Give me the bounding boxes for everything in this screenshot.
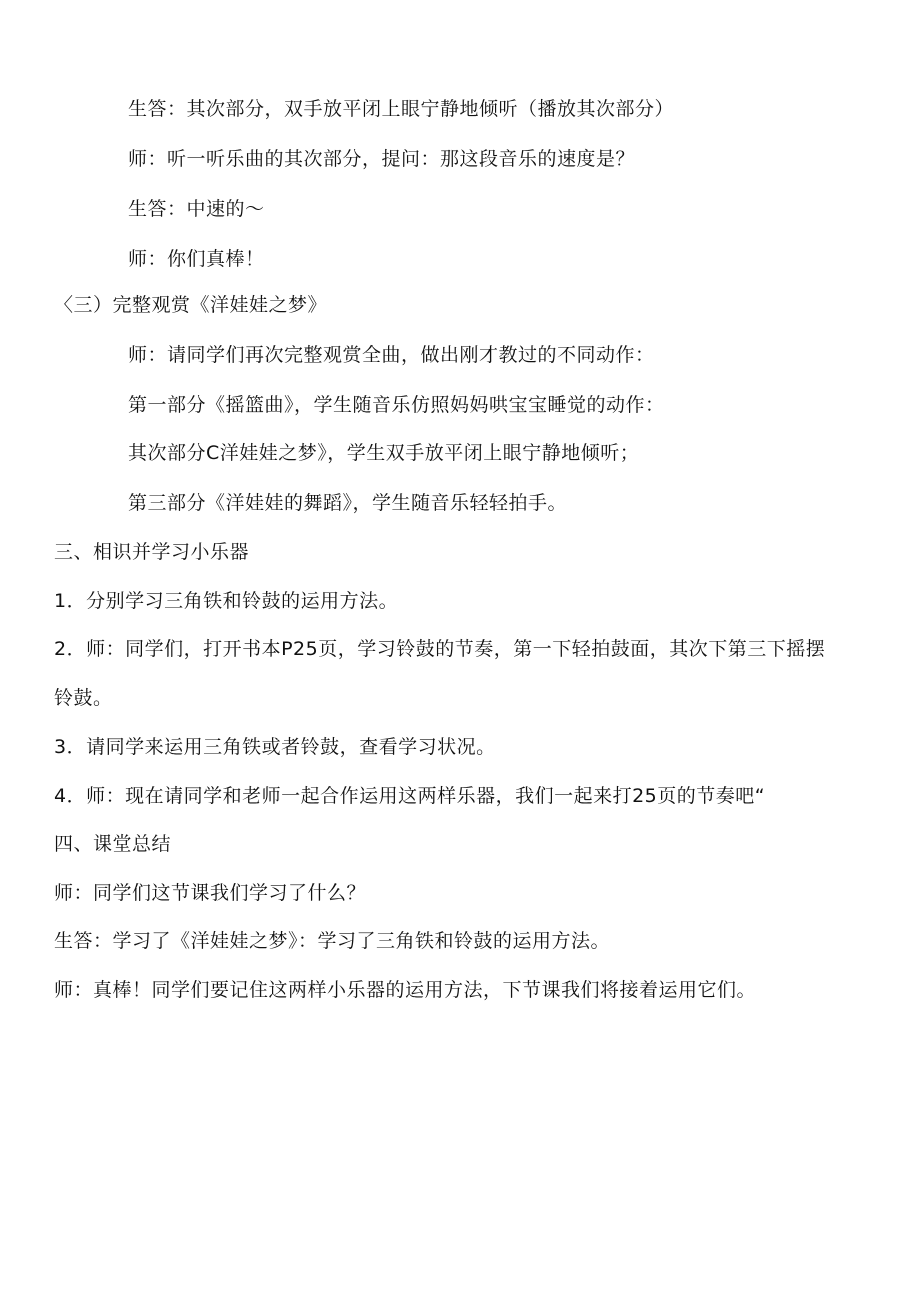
dialogue-line: 师：同学们这节课我们学习了什么？ (54, 882, 367, 904)
dialogue-line: 生答：学习了《洋娃娃之梦》：学习了三角铁和铃鼓的运用方法。 (54, 930, 611, 952)
dialogue-line: 师：请同学们再次完整观赏全曲，做出刚才教过的不同动作： (128, 344, 655, 366)
activity-line: 第一部分《摇篮曲》，学生随音乐仿照妈妈哄宝宝睡觉的动作： (128, 394, 665, 416)
dialogue-line: 师：真棒！同学们要记住这两样小乐器的运用方法，下节课我们将接着运用它们。 (54, 979, 757, 1001)
dialogue-line: 生答：其次部分，双手放平闭上眼宁静地倾听（播放其次部分） (128, 98, 675, 120)
dialogue-line: 师：听一听乐曲的其次部分，提问：那这段音乐的速度是？ (128, 148, 636, 170)
subsection-heading: 〈三）完整观赏《洋娃娃之梦》 (54, 294, 328, 316)
activity-line: 第三部分《洋娃娃的舞蹈》，学生随音乐轻轻拍手。 (128, 492, 568, 514)
numbered-item: 4．师：现在请同学和老师一起合作运用这两样乐器，我们一起来打25页的节奏吧“ (54, 785, 766, 807)
numbered-item: 1．分别学习三角铁和铃鼓的运用方法。 (54, 590, 399, 612)
numbered-item: 2．师：同学们，打开书本P25页，学习铃鼓的节奏，第一下轻拍鼓面，其次下第三下摇摆 (54, 638, 826, 660)
numbered-item: 3．请同学来运用三角铁或者铃鼓，查看学习状况。 (54, 736, 496, 758)
section-heading: 四、课堂总结 (54, 833, 172, 855)
activity-line: 其次部分C洋娃娃之梦》，学生双手放平闭上眼宁静地倾听； (128, 442, 640, 464)
numbered-item-continuation: 铃鼓。 (54, 687, 113, 709)
section-heading: 三、相识并学习小乐器 (54, 541, 250, 563)
dialogue-line: 生答：中速的～ (128, 198, 265, 220)
dialogue-line: 师：你们真棒！ (128, 248, 265, 270)
